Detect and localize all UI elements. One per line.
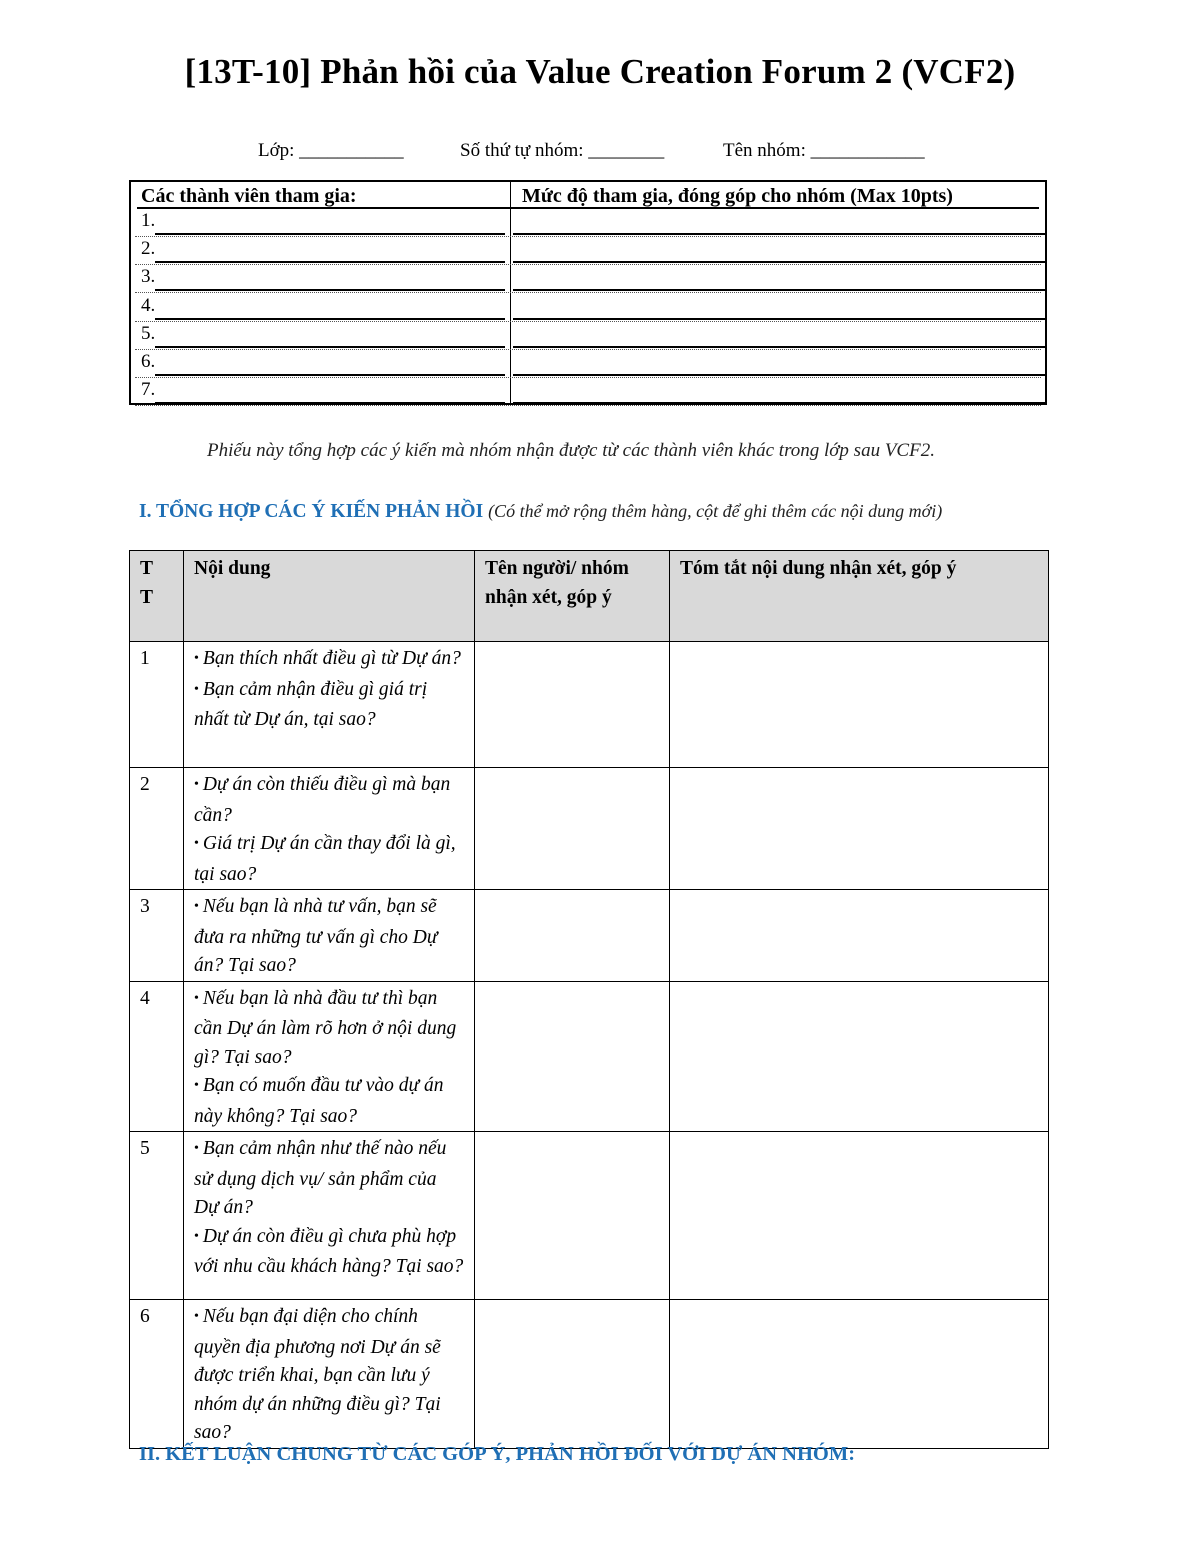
members-col2-header: Mức độ tham gia, đóng góp cho nhóm (Max 10pts) [522,185,953,207]
row-number: 1 [130,642,184,768]
reviewer-cell[interactable] [475,1300,670,1449]
section-1-note: (Có thể mở rộng thêm hàng, cột để ghi thêm các nội dung mới) [488,501,943,521]
row-number: 6 [130,1300,184,1449]
summary-cell[interactable] [670,768,1049,890]
feedback-table [129,550,1049,1449]
question-text: Bạn thích nhất điều gì từ Dự án? [202,648,461,669]
reviewer-cell[interactable] [475,768,670,890]
question-text: Bạn cảm nhận điều gì giá trị nhất từ Dự án, tại sao? [194,678,428,730]
row-questions [184,1300,475,1449]
header-content: Nội dung [184,551,475,642]
bullet-icon: • [194,777,199,792]
member-score-line[interactable] [513,374,1045,376]
member-score-line[interactable] [513,233,1045,235]
question-text: Nếu bạn là nhà đầu tư thì bạn cần Dự án làm rõ hơn ở nội dung gì? Tại sao? [194,987,457,1068]
member-score-line[interactable] [513,318,1045,320]
feedback-row [130,1300,1049,1449]
member-score-line[interactable] [513,346,1045,348]
question-item [194,1303,466,1448]
form-note: Phiếu này tổng hợp các ý kiến mà nhóm nhận được từ các thành viên khác trong lớp sau VCF2. [207,440,935,461]
member-row-divider [135,292,1041,293]
header-reviewer: Tên người/ nhóm nhận xét, góp ý [475,551,670,642]
row-number: 2 [130,768,184,890]
member-row-label: 3. [141,266,156,288]
member-name-line[interactable] [155,346,505,348]
member-name-line[interactable] [155,289,505,291]
member-name-line[interactable] [155,261,505,263]
row-questions [184,1132,475,1300]
feedback-row [130,1132,1049,1300]
section-2-title: II. KẾT LUẬN CHUNG TỪ CÁC GÓP Ý, PHẢN HỒI ĐỐI VỚI DỰ ÁN NHÓM: [139,1443,856,1465]
summary-cell[interactable] [670,1300,1049,1449]
member-score-line[interactable] [513,289,1045,291]
bullet-icon: • [194,1078,199,1093]
member-name-line[interactable] [155,318,505,320]
feedback-row [130,981,1049,1132]
page-title: [13T-10] Phản hồi của Value Creation Forum 2 (VCF2) [184,52,1016,91]
members-header-rule [137,207,1039,209]
question-text: Bạn cảm nhận như thế nào nếu sử dụng dịch vụ/ sản phẩm của Dự án? [194,1138,447,1218]
row-number: 5 [130,1132,184,1300]
summary-cell[interactable] [670,642,1049,768]
question-item [194,830,466,889]
member-row-label: 6. [141,351,156,372]
question-item [194,893,466,981]
question-item [194,676,466,735]
member-row-divider [135,405,1041,406]
question-item [194,645,466,676]
summary-cell[interactable] [670,981,1049,1132]
bullet-icon: • [194,1309,199,1324]
row-questions [184,981,475,1132]
header-no: T T [130,551,184,642]
bullet-icon: • [194,651,199,666]
member-name-line[interactable] [155,374,505,376]
question-text: Nếu bạn là nhà tư vấn, bạn sẽ đưa ra những tư vấn gì cho Dự án? Tại sao? [194,896,438,976]
bullet-icon: • [194,1141,199,1156]
question-text: Bạn có muốn đầu tư vào dự án này không? Tại sao? [194,1075,444,1127]
question-text: Nếu bạn đại diện cho chính quyền địa phương nơi Dự án sẽ được triển khai, bạn cần lưu ý nhóm dự án những điều gì? Tại sao? [194,1306,441,1443]
member-name-line[interactable] [155,233,505,235]
row-questions [184,768,475,890]
feedback-row [130,890,1049,982]
member-row-divider [135,236,1041,237]
member-row-label: 4. [141,294,156,316]
bullet-icon: • [194,990,199,1006]
row-questions [184,642,475,768]
class-field[interactable]: Lớp: ___________ [258,140,404,161]
member-row-divider [135,264,1041,265]
question-text: Giá trị Dự án cần thay đổi là gì, tại sao? [194,833,456,885]
member-score-line[interactable] [513,402,1045,404]
members-col1-header: Các thành viên tham gia: [141,185,357,207]
question-item [194,1135,466,1223]
feedback-row [130,768,1049,890]
summary-cell[interactable] [670,1132,1049,1300]
question-text: Dự án còn điều gì chưa phù hợp với nhu cầu khách hàng? Tại sao? [194,1225,464,1277]
summary-cell[interactable] [670,890,1049,982]
member-row-divider [135,349,1041,350]
member-name-line[interactable] [155,402,505,404]
member-row-label: 5. [141,322,156,344]
question-text: Dự án còn thiếu điều gì mà bạn cần? [194,774,451,826]
row-number: 3 [130,890,184,982]
member-row-divider [135,321,1041,322]
member-row-label: 1. [141,210,156,231]
bullet-icon: • [194,681,199,697]
feedback-row [130,642,1049,768]
reviewer-cell[interactable] [475,890,670,982]
bullet-icon: • [194,1228,199,1244]
section-1-title: I. TỔNG HỢP CÁC Ý KIẾN PHẢN HỒI [139,501,484,522]
question-item [194,1223,466,1282]
header-summary: Tóm tắt nội dung nhận xét, góp ý [670,551,1049,642]
member-row-label: 2. [141,238,156,260]
member-score-line[interactable] [513,261,1045,263]
reviewer-cell[interactable] [475,1132,670,1300]
question-item [194,1072,466,1131]
group-name-field[interactable]: Tên nhóm: ____________ [723,140,925,161]
question-item [194,985,466,1073]
member-row-divider [135,377,1041,378]
row-number: 4 [130,981,184,1132]
bullet-icon: • [194,899,199,914]
reviewer-cell[interactable] [475,642,670,768]
reviewer-cell[interactable] [475,981,670,1132]
question-item [194,771,466,830]
bullet-icon: • [194,836,199,851]
members-table [129,180,1047,405]
row-questions [184,890,475,982]
section-1-heading [139,497,1039,526]
member-row-label: 7. [141,379,156,401]
group-number-field[interactable]: Số thứ tự nhóm: ________ [460,140,665,161]
